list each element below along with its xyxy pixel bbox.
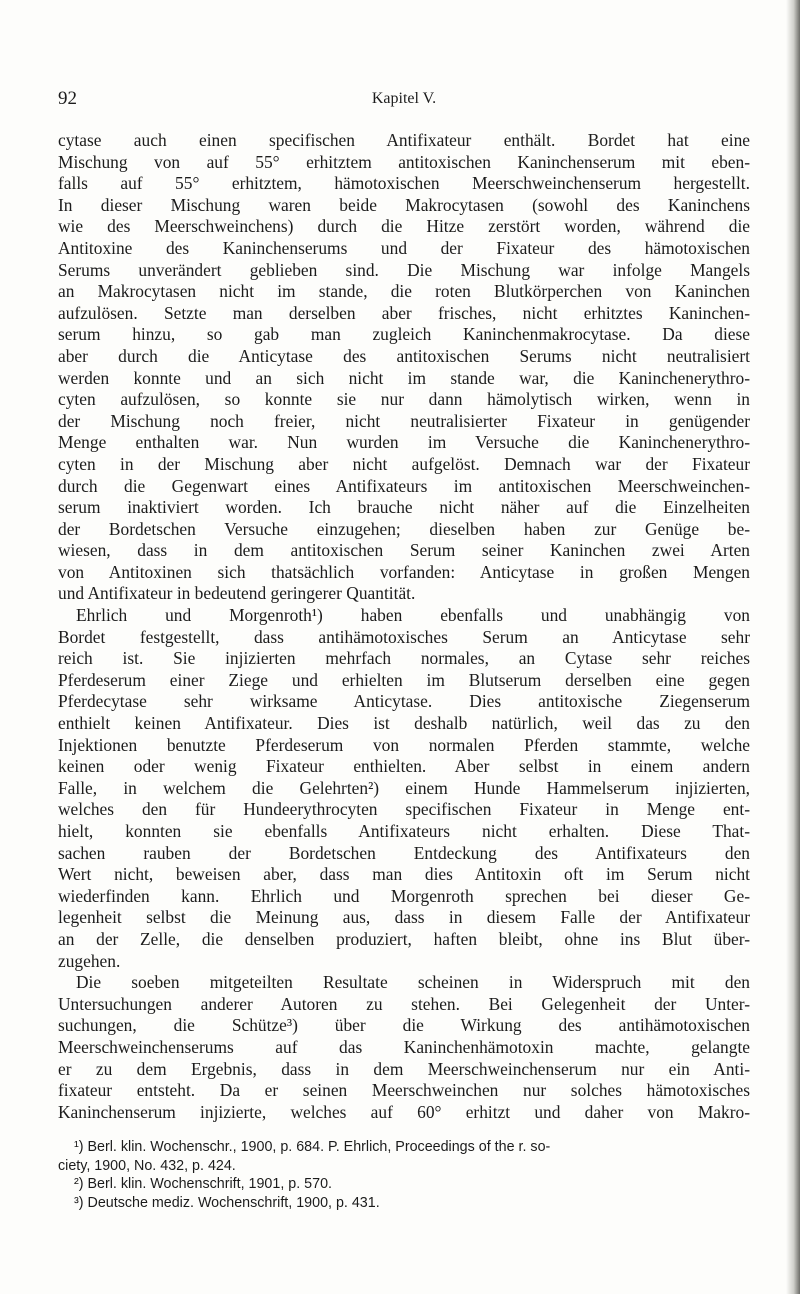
text-line: an der Zelle, die denselben produziert, haften bleibt, ohne ins Blut über- [58, 928, 750, 949]
text-line: Meerschweinchenserums auf das Kaninchenhämotoxin machte, gelangte [58, 1036, 750, 1057]
text-line: serum hinzu, so gab man zugleich Kaninchenmakrocytase. Da diese [58, 324, 750, 345]
text-line: Falle, in welchem die Gelehrten²) einem Hunde Hammelserum injizierten, [58, 777, 750, 798]
text-line: er zu dem Ergebnis, dass in dem Meerschweinchenserum nur ein Anti- [58, 1058, 750, 1079]
text-line: Ehrlich und Morgenroth¹) haben ebenfalls und unabhängig von [76, 605, 750, 626]
text-line: Injektionen benutzte Pferdeserum von normalen Pferden stammte, welche [58, 734, 750, 755]
page-edge-shadow [786, 0, 800, 1294]
text-line: cyten in der Mischung aber nicht aufgelöst. Demnach war der Fixateur [58, 453, 750, 474]
text-line: der Mischung noch freier, nicht neutralisierter Fixateur in genügender [58, 410, 750, 431]
text-line: falls auf 55° erhitztem, hämotoxischen Meerschweinchenserum hergestellt. [58, 173, 750, 194]
text-line: welches den für Hundeerythrocyten specifischen Fixateur in Menge ent- [58, 799, 750, 820]
footnote-line: ²) Berl. klin. Wochenschrift, 1901, p. 570. [74, 1176, 332, 1193]
text-line: fixateur entsteht. Da er seinen Meerschweinchen nur solches hämotoxisches [58, 1080, 750, 1101]
page-header [58, 88, 750, 116]
text-line: werden konnte und an sich nicht im stande war, die Kaninchenerythro- [58, 367, 750, 388]
footnote-line: ciety, 1900, No. 432, p. 424. [58, 1157, 236, 1174]
text-line: und Antifixateur in bedeutend geringerer Quantität. [58, 583, 416, 604]
text-line: Kaninchenserum injizierte, welches auf 60° erhitzt und daher von Makro- [58, 1101, 750, 1122]
text-line: In dieser Mischung waren beide Makrocytasen (sowohl des Kaninchens [58, 194, 750, 215]
text-line: suchungen, die Schütze³) über die Wirkung des antihämotoxischen [58, 1015, 750, 1036]
text-line: von Antitoxinen sich thatsächlich vorfanden: Anticytase in großen Mengen [58, 561, 750, 582]
text-line: wiederfinden kann. Ehrlich und Morgenroth sprechen bei dieser Ge- [58, 885, 750, 906]
text-line: Pferdecytase sehr wirksame Anticytase. Dies antitoxische Ziegenserum [58, 691, 750, 712]
text-line: legenheit selbst die Meinung aus, dass in diesem Falle der Antifixateur [58, 907, 750, 928]
footnotes [58, 1138, 750, 1212]
text-line: enthielt keinen Antifixateur. Dies ist deshalb natürlich, weil das zu den [58, 713, 750, 734]
footnote-line: ³) Deutsche mediz. Wochenschrift, 1900, p. 431. [74, 1194, 380, 1211]
text-line: Bordet festgestellt, dass antihämotoxisches Serum an Anticytase sehr [58, 626, 750, 647]
text-line: sachen rauben der Bordetschen Entdeckung des Antifixateurs den [58, 842, 750, 863]
text-line: Untersuchungen anderer Autoren zu stehen. Bei Gelegenheit der Unter- [58, 993, 750, 1014]
text-line: aufzulösen. Setzte man derselben aber frisches, nicht erhitztes Kaninchen- [58, 302, 750, 323]
text-line: zugehen. [58, 950, 121, 971]
body-text [58, 130, 750, 1123]
text-line: an Makrocytasen nicht im stande, die roten Blutkörperchen von Kaninchen [58, 281, 750, 302]
text-line: der Bordetschen Versuche einzugehen; dieselben haben zur Genüge be- [58, 518, 750, 539]
text-line: keinen oder wenig Fixateur enthielten. Aber selbst in einem andern [58, 756, 750, 777]
footnote-line: ¹) Berl. klin. Wochenschr., 1900, p. 684. P. Ehrlich, Proceedings of the r. so- [74, 1139, 551, 1155]
text-line: hielt, konnten sie ebenfalls Antifixateurs nicht erhalten. Diese That- [58, 821, 750, 841]
text-line: Pferdeserum einer Ziege und erhielten im Blutserum derselben eine gegen [58, 669, 750, 690]
text-line: cyten aufzulösen, so konnte sie nur dann hämolytisch wirken, wenn in [58, 389, 750, 410]
text-line: reich ist. Sie injizierten mehrfach normales, an Cytase sehr reiches [58, 648, 750, 669]
text-line: aber durch die Anticytase des antitoxischen Serums nicht neutralisiert [58, 345, 750, 366]
text-line: wie des Meerschweinchens) durch die Hitze zerstört worden, während die [58, 216, 750, 237]
text-line: serum inaktiviert worden. Ich brauche nicht näher auf die Einzelheiten [58, 497, 750, 518]
text-line: Menge enthalten war. Nun wurden im Versuche die Kaninchenerythro- [58, 432, 750, 453]
text-line: Serums unverändert geblieben sind. Die Mischung war infolge Mangels [58, 259, 750, 280]
running-head: Kapitel V. [371, 90, 437, 107]
text-line: Mischung von auf 55° erhitztem antitoxischen Kaninchenserum mit eben- [58, 151, 750, 172]
text-line: Die soeben mitgeteilten Resultate scheinen in Widerspruch mit den [76, 972, 750, 993]
text-line: Antitoxine des Kaninchenserums und der Fixateur des hämotoxischen [58, 237, 750, 258]
text-line: cytase auch einen specifischen Antifixateur enthält. Bordet hat eine [58, 130, 750, 150]
text-line: wiesen, dass in dem antitoxischen Serum seiner Kaninchen zwei Arten [58, 540, 750, 561]
page-number: 92 [58, 88, 77, 109]
text-line: Wert nicht, beweisen aber, dass man dies Antitoxin oft im Serum nicht [58, 864, 750, 885]
text-line: durch die Gegenwart eines Antifixateurs im antitoxischen Meerschweinchen- [58, 475, 750, 496]
